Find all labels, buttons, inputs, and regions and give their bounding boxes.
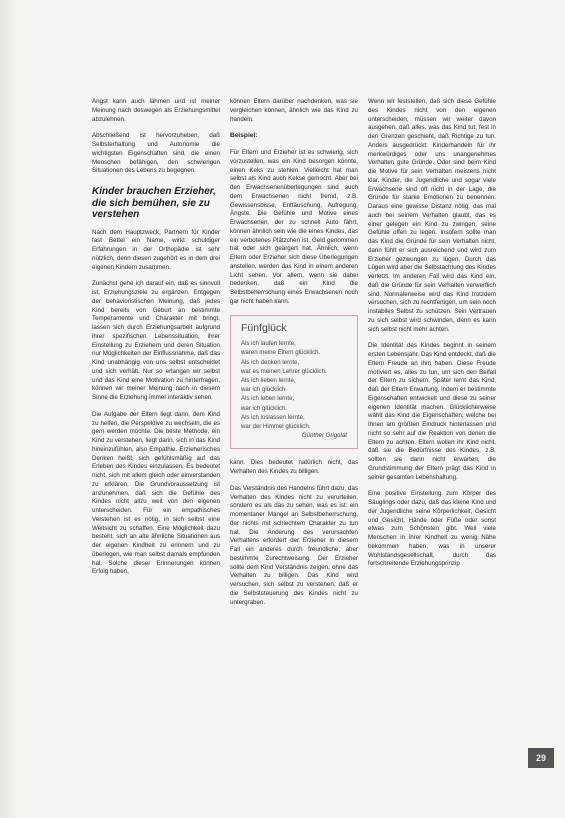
text-column-right — [368, 98, 496, 577]
poem-line: Als ich leben lernte, — [241, 395, 295, 403]
text-column-middle — [230, 98, 358, 615]
poem-line: war es meinen Lehrer glücklich. — [241, 367, 327, 375]
section-heading: Kinder brauchen Erzieher, die sich bemühen, sie zu verstehen — [92, 186, 216, 220]
paragraph: Das Verständnis des Handelns führt dazu, das Verhalten des Kindes nicht zu verurteilen, sondern es als das zu sehen, was es ist: ein momentaner Mangel an Selbstbeherrschung, der nichts mit schlechtem Charakter zu tun hat. Die Änderung des verursachten Verhaltens erfordert der Erzieher in diesem Fall ein anderes durch freundliche, aber bestimmte Zurechtweisung. Der Erzieher sollte dem Kind Verständnis zeigen, ohne das Verhalten zu billigen. Das Kind wird versuchen, sich selbst zu verstehen, daß er die Selbststeuerung des Kindes nicht zu untergraben. — [230, 484, 358, 606]
poem-line: Als ich loslassen lernte, — [241, 413, 305, 421]
text-column-left — [92, 98, 220, 585]
paragraph: Angst kann auch lähmen und ist meiner Meinung nach deswegen als Erziehungsmittel abzulehnen. — [92, 98, 220, 123]
poem-title: Fünfglück — [241, 321, 287, 334]
paragraph: Nach dem Hauptzweck, Partnern für Kinder fast Bettel ein Name, wirkt schuldiger Erfahrungen in der Orthopädie ist sehr nützlich, denn diesen zugehört es in dem drei eigenen Kindern zusammen. — [92, 228, 220, 271]
paragraph: Zunächst gehe ich darauf ein, daß es sinnvoll ist, Erziehungsziele zu ergänzen. Entgegen der behavioristischen Meinung, daß jedes Kind bereits von Geburt an bestimmte Temperamente und Charakter mit bringt, lassen sich durch Erziehungsarbeit aufgrund ihrer spezifischen Lebenssituation, ihrer Einstellung zu Erziehern und deren Situation nur Möglichkeiten der Einflussnahme, daß das Kind unabhängig von uns selbst entscheidet und sich verhält. Nur so erlangen wir selbst und das Kind eine Motivation zu hinterfragen, können wir meiner Meinung nach in diesem Sinne die Erziehung immer interaktiv sehen. — [92, 280, 220, 401]
poem-line: Als ich laufen lernte, — [241, 340, 296, 348]
poem-line: war ich glücklich. — [241, 404, 288, 412]
paragraph: Abschließend ist hervorzuheben, daß Selbsterhaltung und Autonomie die wichtigsten Eigenschaften sind, die einen Menschen befähigen, den schwierigen Situationen des Lebens zu begegnen. — [92, 132, 220, 175]
poem-line: Als ich lieben lernte, — [241, 377, 296, 385]
page-number: 29 — [528, 748, 554, 768]
paragraph: Für Eltern und Erzieher ist es schwierig, sich vorzustellen, was ein Kind besorgen könnte, einen Keks zu stehlen. Vielleicht hat man selbst als Kind auch Kekse gemocht. Aber bei den Erwachsenenüberlegungen sind auch dem Erwachsenen nicht fremd, z.B. Gewissensbisse, Enttäuschung, Aufregung, Ängste. Die Gefühle und Motive eines Erwachsenen, der zu schnell Auto fährt, können ähnlich sein wie die eines Kindes, das ein verbotenes Plätzchen ist. Geld genommen hat oder sich geärgert hat. Ähnlich, wenn Eltern oder Erzieher sich diese Überlegungen anstellen, werden das Kind in einem anderen Licht sehen. Vor allem, wenn sie dabei bedenken, daß ein Kind die Selbstbeherrschung eines Erwachsenen noch gar nicht haben kann. — [230, 149, 358, 305]
paragraph: kann. Dies bedeutet natürlich nicht, das Verhalten des Kindes zu billigen. — [230, 459, 358, 476]
paragraph: können Eltern darüber nachdenken, was sie vergleichen können, ähnlich wie das Kind zu handeln. — [230, 98, 358, 123]
poem-line: Als ich denken lernte, — [241, 358, 300, 366]
poem-line: war ich glücklich. — [241, 386, 288, 394]
example-label: Beispiel: — [230, 132, 258, 140]
poem-line: waren meine Eltern glücklich. — [241, 349, 321, 357]
poem-box — [230, 315, 358, 450]
paragraph: Wenn wir feststellen, daß sich diese Gefühle des Kindes nicht von den eigenen unterscheiden, müssen wir weiter davon ausgehen, daß alles, was das Kind tut, fest in den Grenzen geschieht, daß Richtige zu tun. Anders ausgedrückt: Kinderhandeln für ihr merkwürdiges oder uns unangenehmes Verhalten gute Gründe. Oder sind beim Kind die Motive für sein Verhalten meistens nicht klar. Kinder, die Jugendliche und sogar viele Erwachsene sind oft nicht in der Lage, die Gründe für starke Emotionen zu benennen. Daraus eine gewisse Distanz nötig, das mal auch bei seinem Verhalten glaubt, das es einer gelegen ein Kind zu zwingen, seine Gefühle offen zu legen. Insofern sollte man das Kind die Gründe für sein Verhalten nicht, dann fühlt er sich ausreichend und wird zum Erzieher gezwungen zu lügen. Durch das Lügen wird aber die Selbstachtung des Kindes verletzt. Im anderen Fall wird das Kind ein, daß die Gründe für sein Verhalten verwerflich sind. Normalerweise wird das Kind trotzdem versuchen, sich zu rechtfertigen, um sein noch instabiles Selbst zu schützen. Sein Vertrauen zu sich selbst wird schwinden, denn es kann sich selbst nicht mehr achten. — [368, 98, 496, 333]
paragraph: Die Aufgabe der Eltern liegt darin, dem Kind zu helfen, die Perspektive zu wechseln, die es gern werden möchte. Die beste Methode, ein Kind zu verstehen, liegt darin, sich in das Kind hineinzufühlen, also Empathie. Erzieherisches Denken heißt, sich gefühlsmäßig auf das Erleben des Kindes einzulassen. Es bedeutet nicht, sich mit allem gleich oder einverstanden zu erklären. Die Grundvoraussetzung ist anzunehmen, daß sich die Gefühle des Kindes nicht allzu weit von den eigenen unterscheiden. Für ein empathisches Verstehen ist es nötig, in sich selbst eine Weitsicht zu schaffen. Eine Möglichkeit dazu besteht, sich an alte ähnliche Situationen aus der eigenen Kindheit zu erinnern und zu überlegen, wie man selbst damals empfunden hat. Solche dieser Erinnerungen können Erfolg haben, — [92, 410, 220, 576]
binding-shadow — [0, 0, 18, 818]
poem-line: war der Himmel glücklich. — [241, 423, 311, 431]
poem-author: Günther Grigolat — [301, 432, 347, 440]
paragraph: Die Identität des Kindes beginnt in seinem ersten Lebensjahr. Das Kind entdeckt, daß die Eltern Freude an ihm haben. Diese Freude motiviert es, alles zu tun, um sich den Beifall der Eltern zu sichern. Später lernt das Kind, daß der Eltern Erwartung, indem er bestimmte Eigenschaften entwickelt und diese zu seiner eigenen Identität machen. Glücklicherweise wählt das Kind die Eigenschaften, welche bei Ihnen am größten Eindruck hinterlassen und nicht so sehr auf die Reaktion von denen die Eltern zu achten. Eltern wollen ihr Kind nicht, daß sie die Bedürfnisse des Kindes, z.B. sollten sie dann nicht erwarten, die Grundstimmung der Eltern prägt das Kind in seiner gesamten Lebenshaltung. — [368, 342, 496, 481]
paragraph: Eine positive Einstellung zum Körper des Säuglings oder dazu, daß das kleine Kind und der Jugendliche seine Körperlichkeit, Gesicht und Gesicht, Hände oder Füße oder sonst etwas zum Schönsten gibt. Weil viele Menschen in ihrer Kindheit zu wenig Nähe bekommen haben, was in unserer Wohlstandsgesellschaft, durch das fortschreitende Erziehungsprinzip — [368, 490, 496, 568]
